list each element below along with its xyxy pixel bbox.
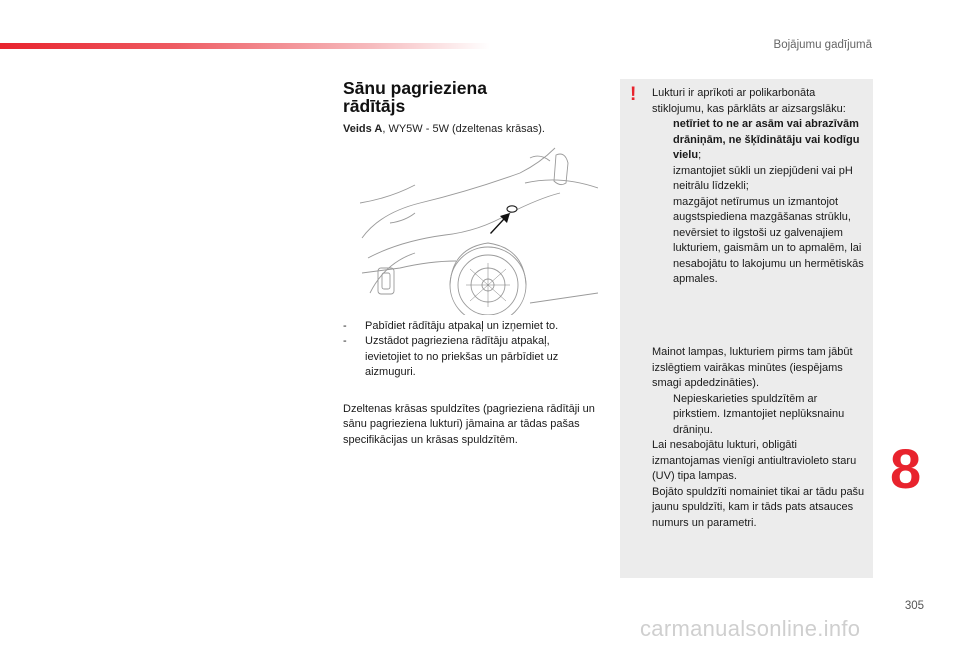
step-marker: - — [343, 320, 347, 332]
procedure-steps — [343, 319, 593, 381]
warning-icon: ! — [630, 84, 637, 105]
panel-bullet-text: izmantojiet sūkli un ziepjūdeni vai pH neitrālu līdzekli; — [673, 164, 853, 192]
arrow-icon — [490, 213, 510, 234]
header-accent-bar — [0, 43, 490, 49]
bulb-version — [343, 123, 545, 135]
panel-bullet — [652, 392, 867, 439]
section-title-line2: rādītājs — [343, 96, 406, 116]
chapter-title: Bojājumu gadījumā — [773, 39, 872, 51]
section-title — [343, 79, 487, 115]
panel-bullet-bold: netīriet to ne ar asām vai abrazīvām drāniņām, ne šķīdinātāju vai kodīgu vielu — [673, 118, 860, 161]
step-item — [343, 319, 593, 334]
side-indicator-lamp — [507, 206, 517, 212]
version-spec: , WY5W - 5W (dzeltenas krāsas). — [382, 123, 545, 135]
step-text: Uzstādot pagrieziena rādītāju atpakaļ, ievietojiet to no priekšas un pārbīdiet uz aizmuguri. — [365, 335, 559, 379]
panel-bullet — [652, 195, 867, 288]
panel-bullet — [652, 164, 867, 195]
panel-lamp-list — [652, 392, 867, 439]
section-title-line1: Sānu pagrieziena — [343, 78, 487, 98]
step-marker: - — [343, 335, 347, 348]
side-indicator-illustration — [360, 143, 598, 315]
page-number: 305 — [904, 600, 924, 612]
panel-care-block — [652, 86, 867, 288]
bulb-note: Dzeltenas krāsas spuldzītes (pagrieziena rādītāji un sānu pagrieziena lukturi) jāmaina ar tādas pašas specifikācijas un krāsas spuldzītēm. — [343, 403, 595, 446]
step-item — [343, 334, 593, 380]
panel-bullet-text: Nepieskarieties spuldzītēm ar pirkstiem. Izmantojiet neplūksnainu drāniņu. — [673, 392, 845, 436]
panel-bullet-text: mazgājot netīrumus un izmantojot augstspiediena mazgāšanas strūklu, nevērsiet to ilgstoši uz galvenajiem lukturiem, gaismām un to apmalēm, lai nesabojātu to lakojumu un hermētiskās apmales. — [673, 195, 864, 285]
panel-para-replace: Bojāto spuldzīti nomainiet tikai ar tādu pašu jaunu spuldzīti, kam ir tāds pats atsauces numurs un parametri. — [652, 485, 865, 529]
panel-care-list — [652, 117, 867, 288]
panel-para-uv: Lai nesabojātu lukturi, obligāti izmantojamas vienīgi antiultravioleto staru (UV) tipa lampas. — [652, 439, 857, 482]
panel-intro: Lukturi ir aprīkoti ar polikarbonāta stiklojumu, kas pārklāts ar aizsargslāku: — [652, 87, 846, 115]
watermark: carmanualsonline.info — [640, 616, 861, 641]
chapter-number: 8 — [890, 437, 922, 500]
panel-bullet-text: ; — [698, 149, 702, 161]
panel-lamp-block — [652, 345, 867, 531]
version-label: Veids A — [343, 123, 383, 135]
panel-para-hot: Mainot lampas, lukturiem pirms tam jābūt izslēgtiem vairākas minūtes (iespējams smagi apdedzināties). — [652, 346, 853, 389]
step-text: Pabīdiet rādītāju atpakaļ un izņemiet to. — [365, 320, 559, 332]
panel-bullet — [652, 117, 867, 164]
